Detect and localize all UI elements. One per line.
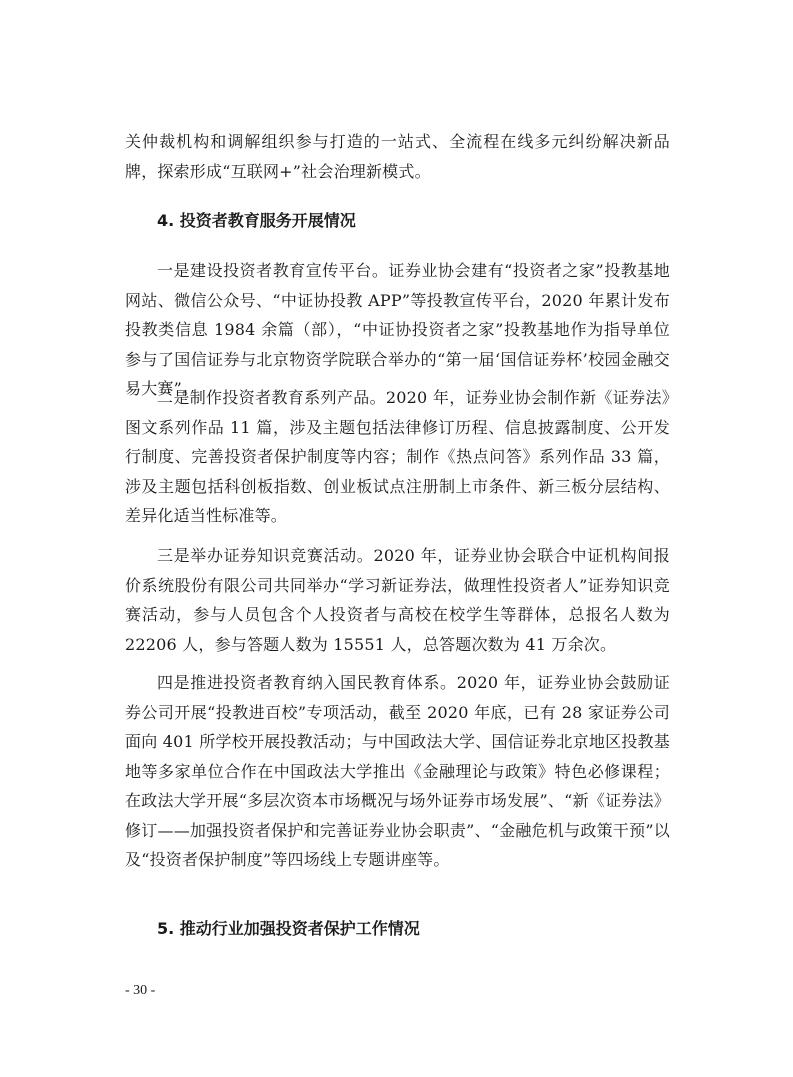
paragraph-products: 二是制作投资者教育系列产品。2020 年，证券业协会制作新《证券法》图文系列作品 11 篇，涉及主题包括法律修订历程、信息披露制度、公开发行制度、完善投资者保护制度等内容；制作《热点问答》系列作品 33 篇，涉及主题包括科创板指数、创业板试点注册制上市条件、新三板分层结构、差异化适当性标准等。: [125, 388, 670, 525]
paragraph-competition: 三是举办证券知识竞赛活动。2020 年，证券业协会联合中证机构间报价系统股份有限公司共同举办“学习新证券法，做理性投资者人”证券知识竞赛活动，参与人员包含个人投资者与高校在校学生等群体，总报名人数为 22206 人，参与答题人数为 15551 人，总答题次数为 41 万余次。: [125, 546, 670, 654]
section-heading-4: 4. 投资者教育服务开展情况: [157, 211, 356, 230]
paragraph-national-education: 四是推进投资者教育纳入国民教育体系。2020 年，证券业协会鼓励证券公司开展“投教进百校”专项活动，截至 2020 年底，已有 28 家证券公司面向 401 所学校开展投教活动；与中国政法大学、国信证券北京地区投教基地等多家单位合作在中国政法大学推出《金融理论与政策》特色必修课程；在政法大学开展“多层次资本市场概况与场外证券市场发展”、“新《证券法》修订——加强投资者保护和完善证券业协会职责”、“金融危机与政策干预”以及“投资者保护制度”等四场线上专题讲座等。: [125, 673, 670, 869]
section-heading-5: 5. 推动行业加强投资者保护工作情况: [157, 919, 420, 938]
paragraph-continuation: 关仲裁机构和调解组织参与打造的一站式、全流程在线多元纠纷解决新品牌，探索形成“互联网+”社会治理新模式。: [125, 132, 670, 181]
page-number: - 30 -: [125, 983, 156, 998]
paragraph-platform: 一是建设投资者教育宣传平台。证券业协会建有“投资者之家”投教基地网站、微信公众号、“中证协投教 APP”等投教宣传平台，2020 年累计发布投教类信息 1984 余篇（部），“中证协投资者之家”投教基地作为指导单位参与了国信证券与北京物资学院联合举办的“第一届‘国信证券杯’校园金融交易大赛”。: [125, 261, 670, 398]
